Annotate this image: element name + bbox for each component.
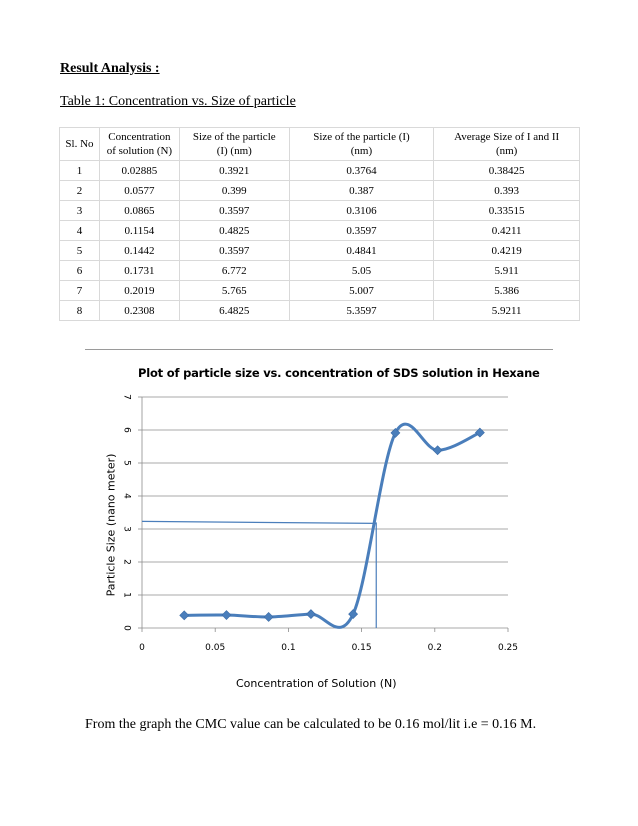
y-tick-label: 5 bbox=[121, 460, 132, 466]
cell-size-2: 5.007 bbox=[289, 281, 434, 301]
cell-sl-no: 5 bbox=[60, 241, 100, 261]
cell-size-2: 5.3597 bbox=[289, 301, 434, 321]
data-point-marker bbox=[433, 446, 442, 455]
data-point-marker bbox=[264, 612, 273, 621]
data-point-marker bbox=[180, 611, 189, 620]
x-tick-label: 0.15 bbox=[351, 643, 372, 653]
cell-size-1: 0.3597 bbox=[179, 201, 289, 221]
cell-concentration: 0.1154 bbox=[99, 221, 179, 241]
table-row bbox=[60, 161, 580, 181]
result-analysis-heading: Result Analysis : bbox=[60, 61, 160, 76]
cell-sl-no: 3 bbox=[60, 201, 100, 221]
table-row bbox=[60, 221, 580, 241]
cmc-horizontal-guide bbox=[142, 521, 376, 523]
cell-size-1: 0.3921 bbox=[179, 161, 289, 181]
cell-sl-no: 7 bbox=[60, 281, 100, 301]
cell-average: 5.911 bbox=[434, 261, 580, 281]
cell-sl-no: 6 bbox=[60, 261, 100, 281]
x-tick-label: 0.2 bbox=[427, 643, 442, 653]
cell-sl-no: 4 bbox=[60, 221, 100, 241]
y-tick-label: 2 bbox=[121, 559, 132, 565]
y-tick-label: 1 bbox=[121, 592, 132, 598]
x-tick-label: 0.25 bbox=[497, 643, 519, 653]
cell-average: 0.33515 bbox=[434, 201, 580, 221]
cell-size-2: 0.4841 bbox=[289, 241, 434, 261]
cell-size-2: 0.387 bbox=[289, 181, 434, 201]
section-divider bbox=[85, 349, 553, 350]
table-row bbox=[60, 181, 580, 201]
cell-concentration: 0.0577 bbox=[99, 181, 179, 201]
cell-sl-no: 8 bbox=[60, 301, 100, 321]
particle-size-chart bbox=[0, 380, 638, 700]
cell-size-1: 6.772 bbox=[179, 261, 289, 281]
x-tick-label: 0.05 bbox=[205, 643, 226, 653]
cell-concentration: 0.02885 bbox=[99, 161, 179, 181]
table-row bbox=[60, 201, 580, 221]
table-row bbox=[60, 281, 580, 301]
results-table bbox=[59, 127, 580, 321]
chart-series bbox=[180, 424, 485, 627]
cmc-guide-lines bbox=[142, 521, 376, 628]
cell-concentration: 0.2019 bbox=[99, 281, 179, 301]
y-tick-label: 0 bbox=[121, 625, 132, 631]
cell-concentration: 0.2308 bbox=[99, 301, 179, 321]
cell-size-1: 5.765 bbox=[179, 281, 289, 301]
cell-size-2: 0.3764 bbox=[289, 161, 434, 181]
data-point-marker bbox=[222, 611, 231, 620]
table-row bbox=[60, 301, 580, 321]
cell-average: 0.4219 bbox=[434, 241, 580, 261]
cell-concentration: 0.1731 bbox=[99, 261, 179, 281]
cell-sl-no: 1 bbox=[60, 161, 100, 181]
table-row bbox=[60, 261, 580, 281]
cell-size-2: 0.3597 bbox=[289, 221, 434, 241]
header-size-1: Size of the particle (I) (nm) bbox=[179, 128, 289, 161]
x-axis-label: Concentration of Solution (N) bbox=[236, 677, 397, 690]
cell-average: 0.38425 bbox=[434, 161, 580, 181]
chart-title: Plot of particle size vs. concentration of SDS solution in Hexane bbox=[138, 366, 540, 380]
header-sl-no: Sl. No bbox=[60, 128, 100, 161]
cell-size-1: 0.3597 bbox=[179, 241, 289, 261]
cell-average: 0.393 bbox=[434, 181, 580, 201]
y-tick-label: 4 bbox=[121, 493, 132, 499]
header-size-2: Size of the particle (I) (nm) bbox=[289, 128, 434, 161]
cell-average: 5.9211 bbox=[434, 301, 580, 321]
cell-average: 0.4211 bbox=[434, 221, 580, 241]
table-title: Table 1: Concentration vs. Size of particle bbox=[60, 94, 296, 109]
conclusion-text: From the graph the CMC value can be calculated to be 0.16 mol/lit i.e = 0.16 M. bbox=[85, 717, 537, 732]
y-tick-label: 3 bbox=[121, 526, 132, 532]
chart-axes bbox=[138, 397, 508, 632]
chart-gridlines bbox=[142, 397, 508, 595]
cell-concentration: 0.1442 bbox=[99, 241, 179, 261]
y-tick-label: 6 bbox=[121, 427, 132, 433]
cell-size-1: 6.4825 bbox=[179, 301, 289, 321]
cell-sl-no: 2 bbox=[60, 181, 100, 201]
cell-concentration: 0.0865 bbox=[99, 201, 179, 221]
series-line bbox=[184, 424, 480, 627]
x-tick-label: 0 bbox=[139, 643, 145, 653]
header-average-size: Average Size of I and II (nm) bbox=[434, 128, 580, 161]
data-point-marker bbox=[306, 610, 315, 619]
x-tick-label: 0.1 bbox=[281, 643, 296, 653]
cell-size-1: 0.399 bbox=[179, 181, 289, 201]
header-concentration: Concentration of solution (N) bbox=[99, 128, 179, 161]
cell-size-1: 0.4825 bbox=[179, 221, 289, 241]
table-header-row bbox=[60, 128, 580, 161]
cell-average: 5.386 bbox=[434, 281, 580, 301]
cell-size-2: 5.05 bbox=[289, 261, 434, 281]
y-tick-label: 7 bbox=[121, 394, 132, 400]
cell-size-2: 0.3106 bbox=[289, 201, 434, 221]
table-row bbox=[60, 241, 580, 261]
